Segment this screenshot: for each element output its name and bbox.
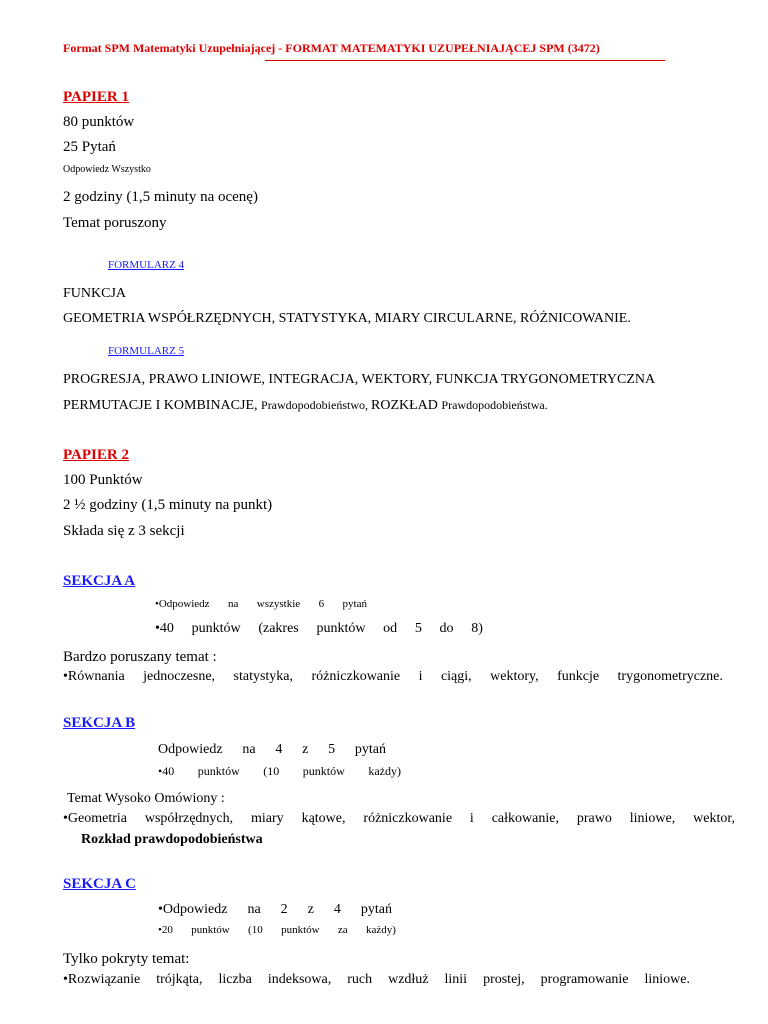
word: punktów xyxy=(281,924,320,936)
section-b-line2 xyxy=(158,764,401,779)
word: liniowe, xyxy=(629,811,676,826)
section-b-line1 xyxy=(158,742,386,758)
word: •Odpowiedz xyxy=(158,902,228,917)
section-a-heading: SEKCJA A xyxy=(63,573,136,589)
word: indeksowa, xyxy=(267,972,332,987)
word: (10 xyxy=(263,764,280,778)
word: każdy) xyxy=(366,924,396,936)
word: punktów xyxy=(197,764,240,778)
word: i xyxy=(469,811,474,826)
word: z xyxy=(307,902,314,917)
word: punktów xyxy=(191,621,241,636)
form5-label: FORMULARZ 5 xyxy=(108,345,185,357)
paper2-heading: PAPIER 2 xyxy=(63,447,129,463)
word: 8) xyxy=(471,621,483,636)
paper2-points: 100 Punktów xyxy=(63,472,143,488)
section-c-line2 xyxy=(158,924,396,936)
word: kątowe, xyxy=(301,811,346,826)
form4-label: FORMULARZ 4 xyxy=(108,259,185,271)
word: ciągi, xyxy=(440,669,472,684)
section-c-topic-line xyxy=(63,972,690,988)
word: 4 xyxy=(333,902,341,917)
section-c-topic-label: Tylko pokryty temat: xyxy=(63,951,190,967)
word: i xyxy=(418,669,423,684)
word: 2 xyxy=(280,902,288,917)
word: wszystkie xyxy=(256,598,301,610)
word: ruch xyxy=(347,972,373,987)
paper2-time: 2 ½ godziny (1,5 minuty na punkt) xyxy=(63,497,273,513)
word: funkcje xyxy=(557,669,600,684)
word: od xyxy=(383,621,398,636)
word: •Równania xyxy=(63,669,125,684)
word: statystyka, xyxy=(233,669,294,684)
word: punktów xyxy=(302,764,345,778)
word: •Geometria xyxy=(63,811,127,826)
word: liczba xyxy=(218,972,252,987)
word: miary xyxy=(251,811,284,826)
word: liniowe. xyxy=(644,972,690,987)
section-b-topic-label: Temat Wysoko Omówiony : xyxy=(67,791,225,806)
form4-line1: FUNKCJA xyxy=(63,286,127,301)
document-title xyxy=(63,41,600,56)
word: wektor, xyxy=(693,811,735,826)
word: prostej, xyxy=(483,972,525,987)
word: •20 xyxy=(158,924,173,936)
word: 4 xyxy=(275,742,283,757)
section-b-topic-line2: Rozkład prawdopodobieństwa xyxy=(81,832,263,847)
word: do xyxy=(439,621,454,636)
word: trójkąta, xyxy=(156,972,203,987)
word: za xyxy=(337,924,348,936)
section-a-topic-label: Bardzo poruszany temat : xyxy=(63,649,217,665)
paper2-sections-count: Składa się z 3 sekcji xyxy=(63,523,185,539)
word: pytań xyxy=(360,902,392,917)
title-right: FORMAT MATEMATYKI UZUPEŁNIAJĄCEJ SPM (3472) xyxy=(285,41,600,55)
word: Odpowiedz xyxy=(158,742,223,757)
title-underline xyxy=(265,60,665,61)
word: (10 xyxy=(248,924,263,936)
word: każdy) xyxy=(368,764,401,778)
word: •Rozwiązanie xyxy=(63,972,141,987)
form5-line2 xyxy=(63,396,548,414)
section-a-topic-line xyxy=(63,669,723,685)
word: na xyxy=(242,742,256,757)
form5-line2-part-b: Prawdopodobieństwo, xyxy=(261,398,372,412)
form4-line2: GEOMETRIA WSPÓŁRZĘDNYCH, STATYSTYKA, MIARY CIRCULARNE, RÓŻNICOWANIE. xyxy=(63,311,631,326)
word: na xyxy=(247,902,261,917)
word: •Odpowiedz xyxy=(155,598,210,610)
word: na xyxy=(227,598,239,610)
section-b-topic-line xyxy=(63,811,735,827)
word: linii xyxy=(444,972,468,987)
word: wektory, xyxy=(490,669,539,684)
word: z xyxy=(302,742,309,757)
form5-line2-part-c: ROZKŁAD xyxy=(371,398,442,413)
paper1-heading: PAPIER 1 xyxy=(63,89,129,105)
word: pytań xyxy=(354,742,386,757)
word: •40 xyxy=(158,764,175,778)
word: całkowanie, xyxy=(491,811,559,826)
word: programowanie xyxy=(540,972,629,987)
word: pytań xyxy=(342,598,367,610)
section-c-line1 xyxy=(158,902,392,918)
form5-line1: PROGRESJA, PRAWO LINIOWE, INTEGRACJA, WEKTORY, FUNKCJA TRYGONOMETRYCZNA xyxy=(63,372,656,387)
form5-line2-part-d: Prawdopodobieństwa. xyxy=(441,398,548,412)
word: punktów xyxy=(191,924,230,936)
word: współrzędnych, xyxy=(144,811,234,826)
section-c-heading: SEKCJA C xyxy=(63,876,136,892)
word: jednoczesne, xyxy=(143,669,216,684)
paper1-points: 80 punktów xyxy=(63,114,135,130)
paper1-answer-all: Odpowiedz Wszystko xyxy=(63,164,151,175)
form5-line2-part-a: PERMUTACJE I KOMBINACJE, xyxy=(63,398,262,413)
word: •40 xyxy=(155,621,174,636)
word: prawo xyxy=(576,811,612,826)
paper1-questions: 25 Pytań xyxy=(63,139,116,155)
word: (zakres xyxy=(258,621,299,636)
paper1-topics-label: Temat poruszony xyxy=(63,215,167,231)
section-a-line1 xyxy=(155,598,367,610)
word: punktów xyxy=(316,621,366,636)
section-a-line2 xyxy=(155,621,483,637)
title-left: Format SPM Matematyki Uzupełniającej - xyxy=(63,41,286,55)
word: wzdłuż xyxy=(388,972,429,987)
word: 5 xyxy=(328,742,336,757)
word: różniczkowanie xyxy=(311,669,401,684)
section-b-heading: SEKCJA B xyxy=(63,715,136,731)
word: 5 xyxy=(414,621,422,636)
word: trygonometryczne. xyxy=(617,669,723,684)
paper1-time: 2 godziny (1,5 minuty na ocenę) xyxy=(63,189,258,205)
word: różniczkowanie xyxy=(363,811,453,826)
word: 6 xyxy=(318,598,325,610)
